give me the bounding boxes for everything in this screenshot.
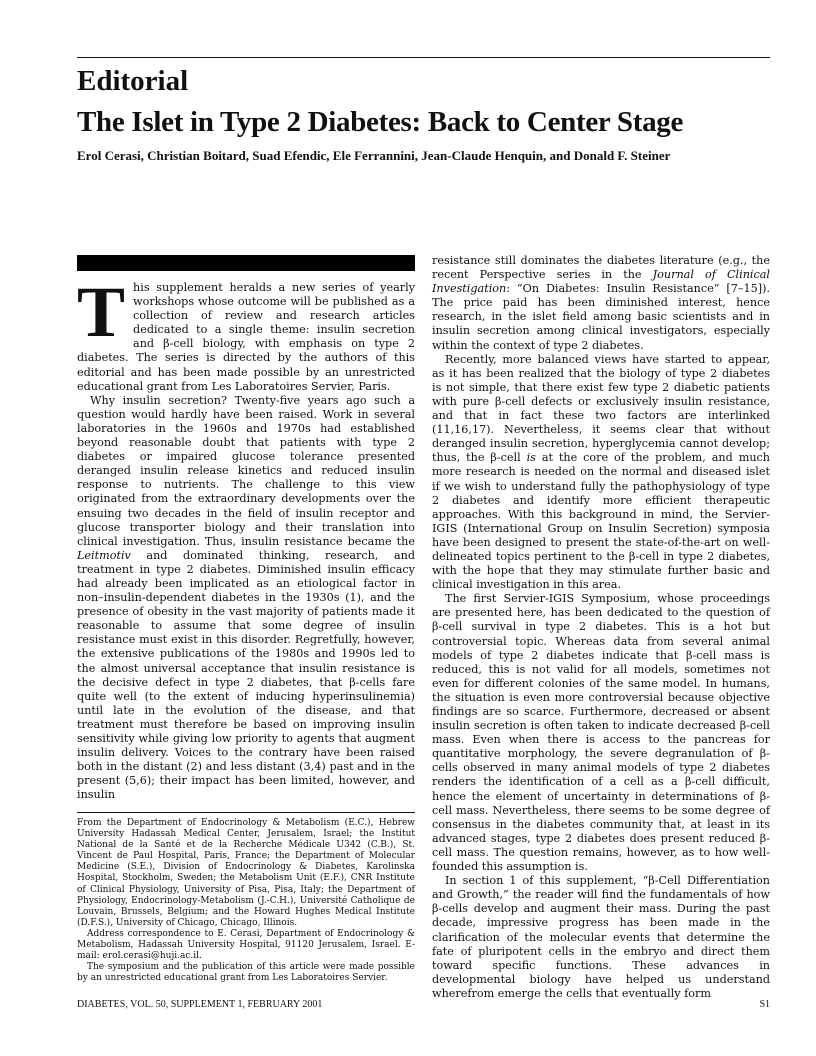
paragraph: This supplement heralds a new series of yearly workshops whose outcome will be published as a collection of review and research articles dedicated to a single theme: insulin secretion and β-cell biology, with emphasis on type 2 diabetes. The series is directed by the authors of this editorial and has been made possible by an unrestricted educational grant from Les Laboratoires Servier, Paris. [77,272,415,393]
emphasis: Leitmotiv [77,548,131,562]
paragraph: In section 1 of this supplement, “β-Cell Differentiation and Growth,” the reader will find the fundamentals of how β-cells develop and augment their mass. During the past decade, impressive progress has been made in the clarification of the molecular events that determine the fate of pluripotent cells in the embryo and direct them toward specific functions. These advances in developmental biology have helped us understand wherefrom emerge the cells that eventually form [432,874,770,1000]
drop-cap: T [77,272,126,352]
footnote-rule [77,812,415,813]
journal-name: Journal of Clinical Investigation [432,268,771,296]
article-title: The Islet in Type 2 Diabetes: Back to Center Stage [77,106,684,138]
paragraph: Recently, more balanced views have started to appear, as it has been realized that the biology of type 2 diabetes is not simple, that there exist few type 2 diabetic patients with pure β-cell defects or exclusively insulin resistance, and that in fact these two factors are interlinked (11,16,17). Nevertheless, it seems clear that without deranged insulin secretion, hyperglycemia cannot develop; thus, the β-cell is at the core of the problem, and much more research is needed on the normal and diseased islet if we wish to understand fully the pathophysiology of type 2 diabetes and identify more efficient therapeutic approaches. With this background in mind, the Servier-IGIS (International Group on Insulin Secretion) symposia have been designed to present the state-of-the-art on well-delineated topics pertinent to the β-cell in type 2 diabetes, with the hope that they may stimulate further basic and clinical investigation in this area. [432,352,770,592]
page-number: S1 [759,999,770,1010]
correspondence: Address correspondence to E. Cerasi, Department of Endocrinology & Metabolism, Hadassah University Hospital, 91120 Jerusalem, Israel. E-mail: erol.cerasi@huji.ac.il. [77,928,415,962]
body-column-right [432,254,770,1001]
body-column-left [77,272,415,802]
funding-note: The symposium and the publication of this article were made possible by an unrestricted educational grant from Les Laboratoires Servier. [77,962,415,984]
emphasis: is [526,451,536,465]
paragraph: Why insulin secretion? Twenty-five years ago such a question would hardly have been raised. Work in several laboratories in the 1960s and 1970s had established beyond reasonable doubt that patients with type 2 diabetes or impaired glucose tolerance presented deranged insulin release kinetics and reduced insulin response to nutrients. The challenge to this view originated from the extraordinary developments over the ensuing two decades in the field of insulin receptor and glucose transporter biology and their translation into clinical investigation. Thus, insulin resistance became the Leitmotiv and dominated thinking, research, and treatment in type 2 diabetes. Diminished insulin efficacy had already been implicated as an etiological factor in non–insulin-dependent diabetes in the 1930s (1), and the presence of obesity in the vast majority of patients made it reasonable to assume that some degree of insulin resistance must exist in this disorder. Regretfully, however, the extensive publications of the 1980s and 1990s led to the almost universal acceptance that insulin resistance is the decisive defect in type 2 diabetes, that β-cells fare quite well (to the extent of inducing hyperinsulinemia) until late in the evolution of the disease, and that treatment must therefore be based on improving insulin sensitivity while giving low priority to agents that augment insulin delivery. Voices to the contrary have been raised both in the distant (2) and less distant (3,4) past and in the present (5,6); their impact has been limited, however, and insulin [77,393,415,802]
footnotes [77,818,415,984]
paragraph: The first Servier-IGIS Symposium, whose proceedings are presented here, has been dedicated to the question of β-cell survival in type 2 diabetes. This is a hot but controversial topic. Whereas data from several animal models of type 2 diabetes indicate that β-cell mass is reduced, this is not valid for all models, sometimes not even for different colonies of the same model. In humans, the situation is even more controversial because objective findings are so scarce. Furthermore, decreased or absent insulin secretion is often taken to indicate decreased β-cell mass. Even when there is access to the pancreas for quantitative morphology, the severe degranulation of β-cells observed in many animal models of type 2 diabetes renders the identification of a cell as a β-cell difficult, hence the element of uncertainty in determinations of β-cell mass. Nevertheless, there seems to be some degree of consensus in the diabetes community that, at least in its advanced stages, type 2 diabetes does present reduced β-cell mass. The question remains, however, as to how well-founded this assumption is. [432,592,770,874]
affiliations: From the Department of Endocrinology & Metabolism (E.C.), Hebrew University Hadassah Medical Center, Jerusalem, Israel; the Institut National de la Santé et de la Recherche Médicale U342 (C.B.), St. Vincent de Paul Hospital, Paris, France; the Department of Molecular Medicine (S.E.), Division of Endocrinology & Diabetes, Karolinska Hospital, Stockholm, Sweden; the Metabolism Unit (E.F.), CNR Institute of Clinical Physiology, University of Pisa, Pisa, Italy; the Department of Physiology, Endocrinology-Metabolism (J.-C.H.), Université Catholique de Louvain, Brussels, Belgium; and the Howard Hughes Medical Institute (D.F.S.), University of Chicago, Chicago, Illinois. [77,818,415,928]
top-rule [77,57,770,58]
decorative-bar [77,255,415,271]
journal-footer: DIABETES, VOL. 50, SUPPLEMENT 1, FEBRUARY 2001 [77,999,323,1010]
paragraph: resistance still dominates the diabetes literature (e.g., the recent Perspective series in the Journal of Clinical Investigation: “On Diabetes: Insulin Resistance” [7–15]). The price paid has been diminished interest, hence research, in the islet field among basic scientists and in insulin secretion among clinical investigators, especially within the context of type 2 diabetes. [432,254,771,352]
section-kicker: Editorial [77,65,189,97]
author-list: Erol Cerasi, Christian Boitard, Suad Efendic, Ele Ferrannini, Jean-Claude Henquin, and Donald F. Steiner [77,148,671,163]
